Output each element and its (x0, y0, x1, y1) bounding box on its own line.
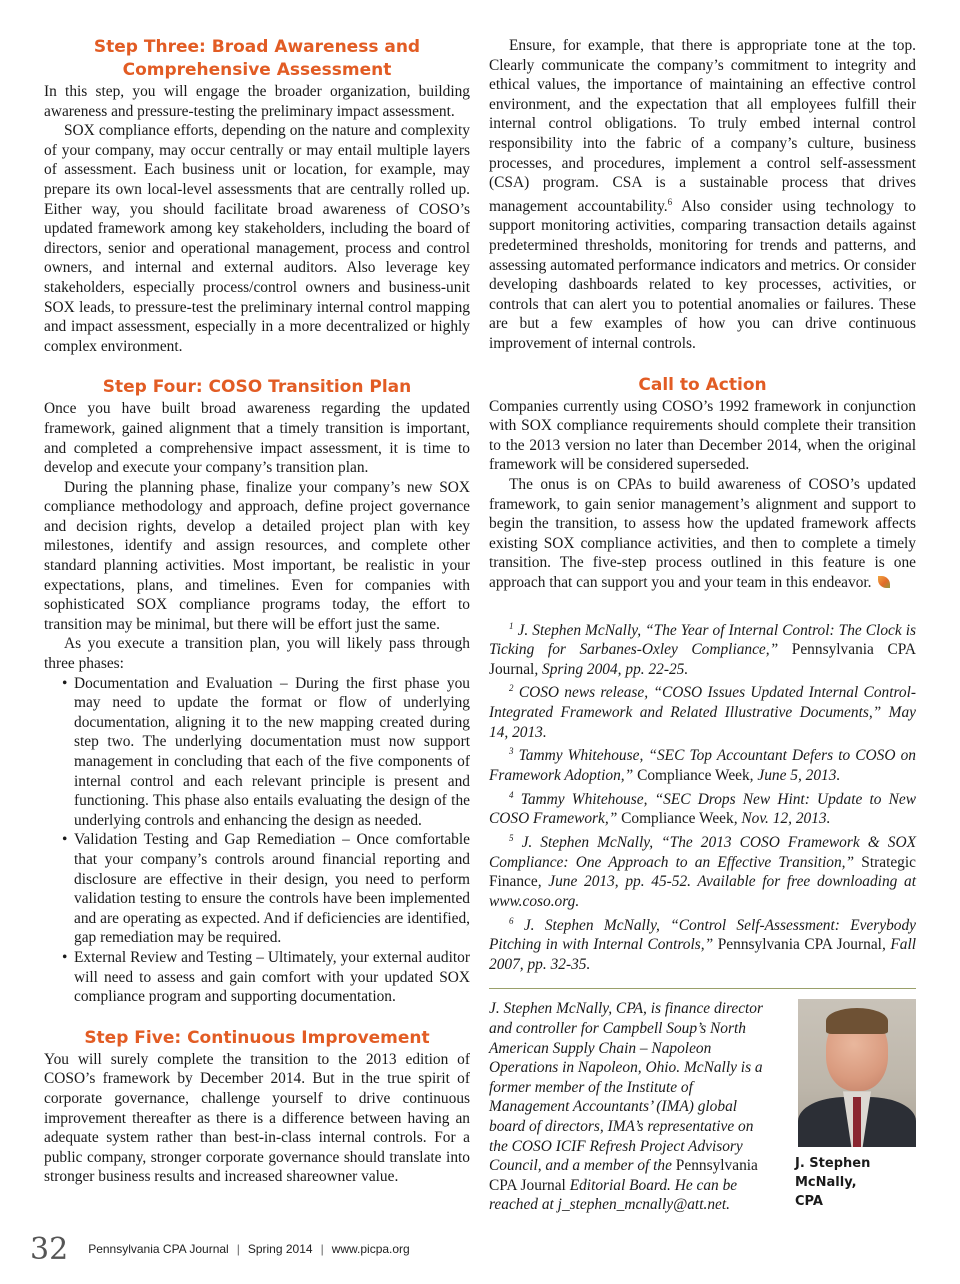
author-photo (798, 999, 916, 1147)
right-column (489, 36, 917, 1214)
list-item: • Validation Testing and Gap Remediation – Once comfortable that your company’s controls around financial reporting and disclosure are effective in their design, you need to perform validation testing to ensure the controls have been implemented and are operating as expected. And if deficiencies are identified, gap remediation may be required. (74, 830, 470, 948)
issue-date: Spring 2014 (247, 1242, 313, 1256)
page-footer (30, 1231, 410, 1267)
list-item: • External Review and Testing – Ultimately, your external auditor will need to assess and gain comfort with your updated SOX compliance program and supporting documentation. (74, 948, 470, 1007)
footnote: $^5$ J. Stephen McNally, “The 2013 COSO Framework & SOX Compliance: One Approach to an Effective Transition,” Strategic Finance, June 2013, pp. 45-52. Available for free downloading at www.coso.org. (489, 833, 916, 910)
continuous-improvement-paragraph: Ensure, for example, that there is appropriate tone at the top. Clearly communicate the company’s commitment to integrity and ethical values, the importance of maintaining an effective control environment, and the expectation that all employees fulfill their internal control obligations. To truly embed internal control responsibility into the fabric of a company’s culture, business processes, and procedures, implement a control self-assessment (CSA) program. CSA is a sustainable process that drives management accountability.$^6$ Also consider using technology to support monitoring activities, comparing transaction details against predetermined thresholds, monitoring for trends and patterns, and assessing automated performance indicators and metrics. Or consider developing dashboards related to key processes, activities, or controls that can alert you to potential anomalies or failures. These are but a few examples of how you can drive continuous improvement of internal controls. (489, 37, 916, 353)
call-to-action-heading: Call to Action (638, 374, 767, 395)
page-number: 32 (30, 1231, 69, 1267)
leaf-icon (878, 576, 890, 588)
transition-phases-list (44, 674, 470, 1007)
author-photo-caption: J. Stephen McNally, CPA (795, 1156, 871, 1210)
step-three-paragraph-2: SOX compliance efforts, depending on the nature and complexity of your company, may occur centrally or may entail multiple layers of assessment. Each business unit or location, for example, may prepare its own local-level assessments that are centrally rolled up. Either way, you should facilitate broad awareness of COSO’s updated framework among key stakeholders, including the board of directors, senior and operational management, process and control owners, and internal and external auditors. Also leverage key stakeholders, especially process/control owners and business-unit SOX leads, to pressure-test the preliminary internal control mapping and impact assessment, especially in a more decentralized or highly complex environment. (44, 122, 470, 355)
step-four-paragraph-2: During the planning phase, finalize your company’s new SOX compliance methodology and approach, define project governance and decision rights, develop a detailed project plan with key milestones, identify and assign resources, and complete other standard planning activities. Most important, be realistic in your expectations, plans, and timelines. Even for companies with sophisticated SOX compliance programs today, the effort to transition may be minimal, but there will be effort just the same. (44, 478, 470, 633)
call-to-action-paragraph-1: Companies currently using COSO’s 1992 framework in conjunction with SOX compliance requirements should complete their transition to the 2013 version no later than December 2014, when the original framework will be considered superseded. (489, 397, 916, 474)
step-three-paragraph-1: In this step, you will engage the broader organization, building awareness and pressure-testing the preliminary impact assessment. (44, 83, 470, 120)
footer-separator: | (236, 1242, 240, 1256)
footer-separator: | (320, 1242, 324, 1256)
list-item: • Documentation and Evaluation – During the first phase you may need to update the format or flow of underlying documentation, aligning it to the new mapping created during step two. The underlying documentation must now support management in concluding that each of the five components of internal control and each relevant principle is present and functioning. This phase also entails evaluating the design of the underlying controls and enhancing the design as needed. (74, 674, 470, 831)
footnote: $^3$ Tammy Whitehouse, “SEC Top Accountant Defers to COSO on Framework Adoption,” Compliance Week, June 5, 2013. (489, 746, 916, 785)
author-bio-text: J. Stephen McNally, CPA, is finance director and controller for Campbell Soup’s North American Supply Chain – Napoleon Operations in Napoleon, Ohio. McNally is a former member of the Institute of Management Accountants’ (IMA) global board of directors, IMA’s representative on the COSO ICIF Refresh Project Advisory Council, and a member of the Pennsylvania CPA Journal Editorial Board. He can be reached at j_stephen_mcnally@att.net. (489, 1000, 763, 1214)
divider (489, 988, 916, 989)
journal-name: Pennsylvania CPA Journal (88, 1242, 229, 1256)
step-five-heading: Step Five: Continuous Improvement (84, 1027, 430, 1048)
step-five-paragraph-1: You will surely complete the transition to the 2013 edition of COSO’s framework by December 2014. But in the true spirit of corporate governance, challenge yourself to drive continuous improvement thereafter as there is a difference between having an adequate system rather than best-in-class internal controls. For a public company, stronger corporate governance should translate into stronger business results and increased shareowner value. (44, 1050, 470, 1186)
website-link[interactable]: www.picpa.org (331, 1242, 410, 1256)
footnote: $^4$ Tammy Whitehouse, “SEC Drops New Hint: Update to New COSO Framework,” Compliance Week, Nov. 12, 2013. (489, 789, 916, 828)
footnote: $^1$ J. Stephen McNally, “The Year of Internal Control: The Clock is Ticking for Sarbanes-Oxley Compliance,” Pennsylvania CPA Journal, Spring 2004, pp. 22-25. (489, 620, 916, 678)
left-column (44, 36, 470, 1187)
author-bio (489, 999, 916, 1214)
step-four-paragraph-1: Once you have built broad awareness regarding the updated framework, gained alignment that a timely transition is important, and completed a comprehensive impact assessment, it is time to develop and execute your company’s transition plan. (44, 400, 470, 477)
step-three-heading: Step Three: Broad Awareness and Comprehensive Assessment (93, 37, 421, 80)
footnote: $^6$ J. Stephen McNally, “Control Self-Assessment: Everybody Pitching in with Internal Controls,” Pennsylvania CPA Journal, Fall 2007, pp. 32-35. (489, 915, 917, 973)
footnotes (489, 617, 916, 975)
call-to-action-paragraph-2: The onus is on CPAs to build awareness of COSO’s updated framework, to gain senior management’s alignment and support to begin the transition, to assess how the updated framework affects existing SOX compliance activities, and then to complete a timely transition. The five-step process outlined in this feature is one approach that can support you and your team in this endeavor. (489, 476, 916, 591)
step-four-heading: Step Four: COSO Transition Plan (102, 377, 412, 398)
footnote-ref: 6 (667, 196, 673, 207)
footnote: $^2$ COSO news release, “COSO Issues Updated Internal Control-Integrated Framework and Related Illustrative Documents,” May 14, 2013. (489, 683, 916, 741)
step-four-paragraph-3: As you execute a transition plan, you will likely pass through three phases: (44, 635, 470, 673)
